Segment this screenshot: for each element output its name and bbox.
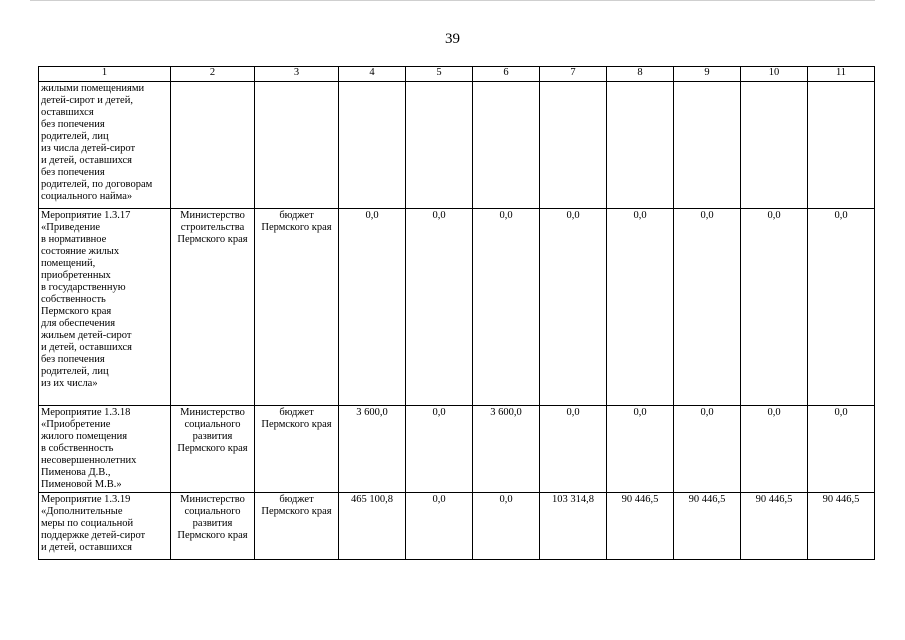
activity-name-cell-line: без попечения (41, 354, 105, 365)
activity-name-cell-line: и детей, оставшихся (41, 342, 133, 353)
funding-source-cell-line: бюджет (279, 407, 314, 418)
executor-cell-line: Пермского края (177, 443, 248, 454)
executor-cell-line: Пермского края (177, 234, 248, 245)
activity-name-cell (39, 406, 171, 493)
activity-name-cell (39, 209, 171, 406)
amount-cell: 0,0 (741, 209, 808, 406)
top-border-line (30, 0, 875, 1)
table-body (39, 67, 875, 560)
activity-name-cell (39, 493, 171, 560)
activity-name-cell-line: помещений, (41, 258, 96, 269)
amount-cell: 0,0 (406, 493, 473, 560)
amount-cell: 90 446,5 (607, 493, 674, 560)
amount-cell (808, 82, 875, 209)
funding-source-cell (255, 209, 339, 406)
column-header: 7 (540, 67, 607, 82)
amount-cell: 465 100,8 (339, 493, 406, 560)
activity-name-cell-line: приобретенных (41, 270, 111, 281)
column-header: 10 (741, 67, 808, 82)
activity-name-cell-line: «Приобретение (41, 419, 111, 430)
activity-name-cell-line: из числа детей-сирот (41, 143, 136, 154)
executor-cell-line: Министерство (180, 407, 245, 418)
amount-cell: 90 446,5 (674, 493, 741, 560)
funding-source-cell-line: Пермского края (261, 419, 332, 430)
amount-cell: 0,0 (406, 406, 473, 493)
amount-cell: 0,0 (540, 406, 607, 493)
activity-name-cell-line: в собственность (41, 443, 114, 454)
amount-cell: 3 600,0 (339, 406, 406, 493)
executor-cell-line: Пермского края (177, 530, 248, 541)
executor-cell-line: Министерство (180, 210, 245, 221)
activity-name-cell-line: оставшихся (41, 107, 94, 118)
activity-name-cell-line: Мероприятие 1.3.19 (41, 494, 131, 505)
amount-cell: 0,0 (808, 209, 875, 406)
executor-cell-line: социального (184, 419, 241, 430)
executor-cell-line: социального (184, 506, 241, 517)
amount-cell (406, 82, 473, 209)
table-row (39, 82, 875, 209)
activity-name-cell-line: из их числа» (41, 378, 98, 389)
column-header: 2 (171, 67, 255, 82)
activity-name-cell-line: и детей, оставшихся (41, 155, 133, 166)
budget-table (38, 66, 875, 560)
activity-name-cell-line: родителей, лиц (41, 366, 109, 377)
activity-name-cell-line: без попечения (41, 167, 105, 178)
funding-source-cell (255, 493, 339, 560)
amount-cell: 103 314,8 (540, 493, 607, 560)
executor-cell (171, 209, 255, 406)
activity-name-cell-line: и детей, оставшихся (41, 542, 133, 553)
activity-name-cell-line: родителей, по договорам (41, 179, 153, 190)
amount-cell (674, 82, 741, 209)
executor-cell-line: строительства (180, 222, 245, 233)
activity-name-cell-line: жилыми помещениями (41, 83, 145, 94)
amount-cell: 0,0 (406, 209, 473, 406)
activity-name-cell-line: меры по социальной (41, 518, 134, 529)
amount-cell: 0,0 (674, 209, 741, 406)
funding-source-cell-line: Пермского края (261, 506, 332, 517)
amount-cell: 0,0 (674, 406, 741, 493)
column-header: 8 (607, 67, 674, 82)
activity-name-cell-line: Мероприятие 1.3.17 (41, 210, 131, 221)
funding-source-cell-line: бюджет (279, 494, 314, 505)
activity-name-cell-line: детей-сирот и детей, (41, 95, 133, 106)
column-header: 11 (808, 67, 875, 82)
activity-name-cell-line: поддержке детей-сирот (41, 530, 146, 541)
executor-cell (171, 406, 255, 493)
amount-cell (607, 82, 674, 209)
amount-cell: 90 446,5 (808, 493, 875, 560)
amount-cell: 0,0 (339, 209, 406, 406)
activity-name-cell-line: социального найма» (41, 191, 133, 202)
amount-cell (473, 82, 540, 209)
column-header: 4 (339, 67, 406, 82)
column-header: 6 (473, 67, 540, 82)
amount-cell: 0,0 (808, 406, 875, 493)
activity-name-cell-line: Мероприятие 1.3.18 (41, 407, 131, 418)
executor-cell-line: развития (192, 518, 233, 529)
activity-name-cell-line: жильем детей-сирот (41, 330, 132, 341)
amount-cell (540, 82, 607, 209)
column-header: 1 (39, 67, 171, 82)
activity-name-cell-line: жилого помещения (41, 431, 128, 442)
amount-cell: 3 600,0 (473, 406, 540, 493)
amount-cell (339, 82, 406, 209)
funding-source-cell (255, 406, 339, 493)
column-header: 9 (674, 67, 741, 82)
activity-name-cell-line: «Приведение (41, 222, 101, 233)
column-header: 5 (406, 67, 473, 82)
table-row (39, 209, 875, 406)
table-header-row (39, 67, 875, 82)
activity-name-cell-line: «Дополнительные (41, 506, 123, 517)
activity-name-cell-line: в государственную (41, 282, 126, 293)
activity-name-cell-line: родителей, лиц (41, 131, 109, 142)
activity-name-cell-line: Пименовой М.В.» (41, 479, 122, 490)
activity-name-cell-line: состояние жилых (41, 246, 120, 257)
executor-cell (171, 82, 255, 209)
amount-cell: 0,0 (540, 209, 607, 406)
amount-cell: 0,0 (473, 209, 540, 406)
table-row (39, 406, 875, 493)
funding-source-cell (255, 82, 339, 209)
amount-cell: 0,0 (741, 406, 808, 493)
activity-name-cell-line: для обеспечения (41, 318, 116, 329)
funding-source-cell-line: бюджет (279, 210, 314, 221)
activity-name-cell-line: Пермского края (41, 306, 112, 317)
page-number: 39 (445, 31, 460, 47)
column-header: 3 (255, 67, 339, 82)
activity-name-cell (39, 82, 171, 209)
executor-cell (171, 493, 255, 560)
activity-name-cell-line: собственность (41, 294, 106, 305)
amount-cell: 0,0 (473, 493, 540, 560)
executor-cell-line: развития (192, 431, 233, 442)
amount-cell: 0,0 (607, 406, 674, 493)
funding-source-cell-line: Пермского края (261, 222, 332, 233)
activity-name-cell-line: несовершеннолетних (41, 455, 137, 466)
executor-cell-line: Министерство (180, 494, 245, 505)
table-row (39, 493, 875, 560)
activity-name-cell-line: в нормативное (41, 234, 107, 245)
amount-cell: 90 446,5 (741, 493, 808, 560)
amount-cell (741, 82, 808, 209)
activity-name-cell-line: Пименова Д.В., (41, 467, 111, 478)
amount-cell: 0,0 (607, 209, 674, 406)
activity-name-cell-line: без попечения (41, 119, 105, 130)
